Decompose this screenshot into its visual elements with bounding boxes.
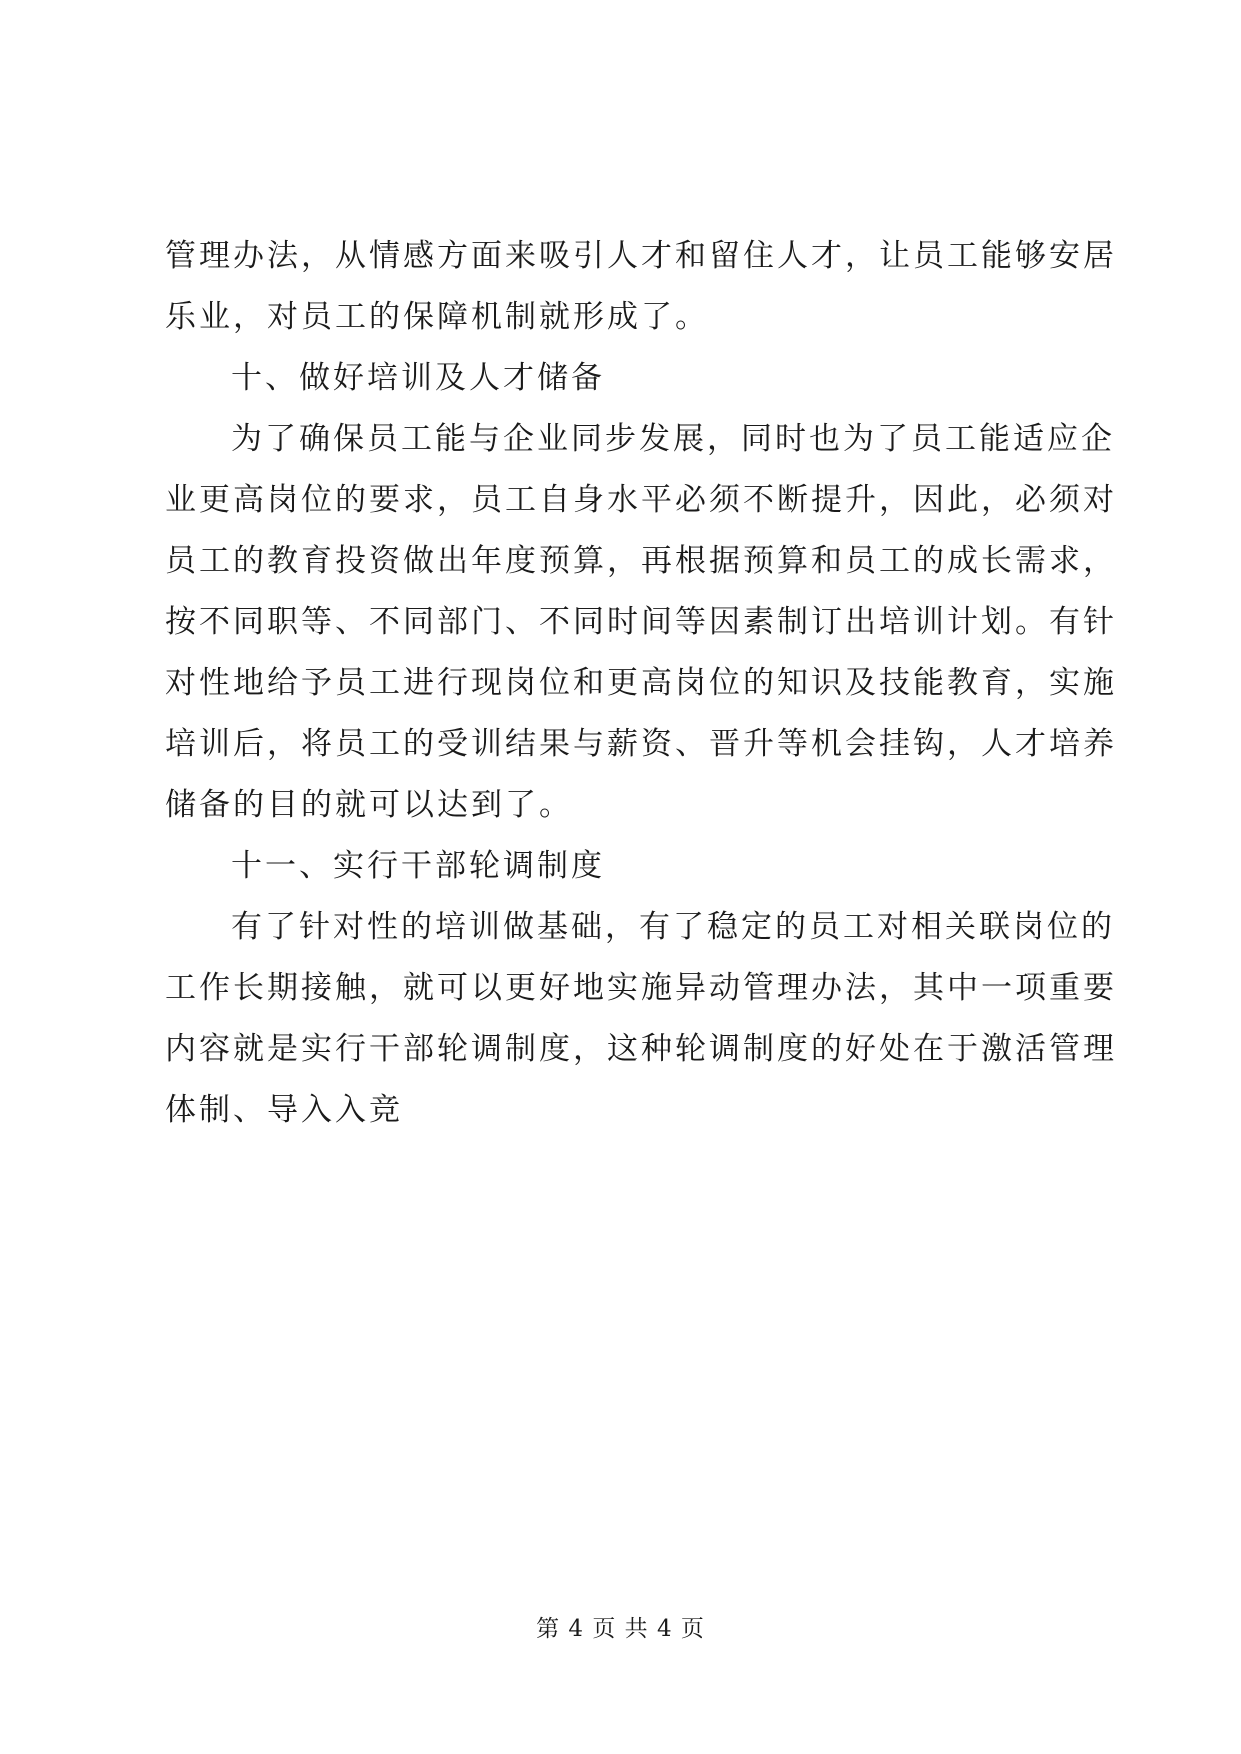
- text-line-14: 内容就是实行干部轮调制度，这种轮调制度的好处在于激活管理: [165, 1031, 1117, 1067]
- page-number: 第 4 页 共 4 页: [536, 1616, 705, 1642]
- text-line-15: 体制、导入入竞: [165, 1092, 403, 1128]
- text-line-13: 工作长期接触，就可以更好地实施异动管理办法，其中一项重要: [165, 970, 1117, 1006]
- section-heading-11: 十一、实行干部轮调制度: [231, 848, 605, 884]
- text-line-7: 按不同职等、不同部门、不同时间等因素制订出培训计划。有针: [165, 604, 1117, 640]
- text-line-10: 储备的目的就可以达到了。: [165, 787, 573, 823]
- page-footer: [0, 1610, 1241, 1643]
- text-line-6: 员工的教育投资做出年度预算，再根据预算和员工的成长需求，: [165, 543, 1117, 579]
- section-heading-10: 十、做好培训及人才储备: [231, 360, 605, 396]
- text-line-8: 对性地给予员工进行现岗位和更高岗位的知识及技能教育，实施: [165, 665, 1117, 701]
- text-line-1: 管理办法，从情感方面来吸引人才和留住人才，让员工能够安居: [165, 238, 1117, 274]
- text-line-2: 乐业，对员工的保障机制就形成了。: [165, 299, 709, 335]
- text-line-5: 业更高岗位的要求，员工自身水平必须不断提升，因此，必须对: [165, 482, 1117, 518]
- text-line-9: 培训后，将员工的受训结果与薪资、晋升等机会挂钩，人才培养: [165, 726, 1117, 762]
- text-line-12: 有了针对性的培训做基础，有了稳定的员工对相关联岗位的: [231, 909, 1115, 945]
- text-line-4: 为了确保员工能与企业同步发展，同时也为了员工能适应企: [231, 421, 1115, 457]
- document-body: [165, 226, 1117, 1141]
